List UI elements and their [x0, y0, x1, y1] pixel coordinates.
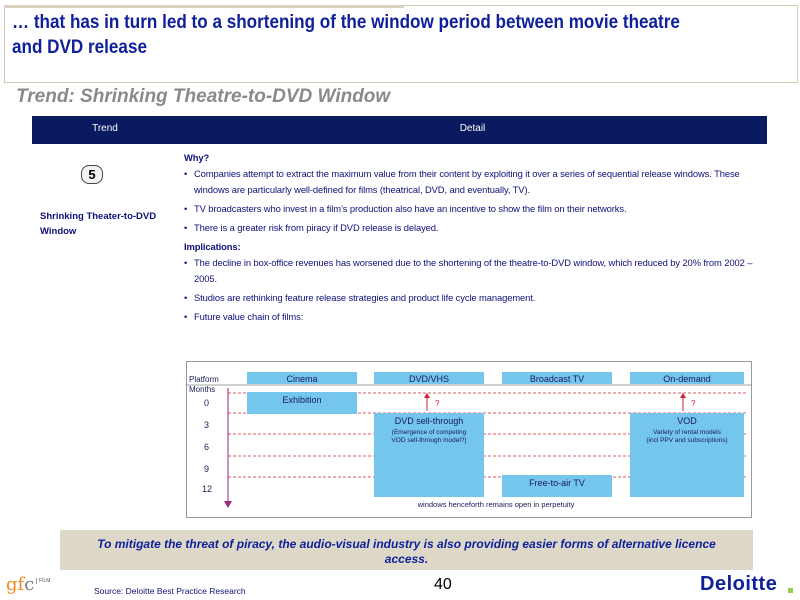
- platform-label: Platform: [189, 375, 219, 384]
- platform-broadcast-label: Broadcast TV: [529, 374, 585, 384]
- why-heading: Why?: [184, 152, 210, 163]
- bullet-item: • Studios are rethinking feature release strategies and product life cycle management.: [184, 290, 764, 306]
- free-to-air-label: Free-to-air TV: [529, 478, 585, 488]
- implications-bullet-list: [184, 255, 764, 325]
- why-bullet-list: [184, 166, 764, 236]
- platform-on-demand-label: On-demand: [663, 374, 711, 384]
- column-header-trend: Trend: [92, 123, 118, 134]
- month-label-12: 12: [202, 484, 213, 494]
- table-header: [32, 116, 767, 144]
- dvd-note-line1: (Emergence of competing: [391, 429, 467, 436]
- vod-question-mark: ?: [691, 399, 696, 408]
- title-accent-bar: [4, 5, 404, 8]
- column-header-detail: Detail: [459, 123, 486, 134]
- page-number: 40: [434, 576, 452, 593]
- gfc-logo: gfc: [6, 574, 35, 595]
- mitigation-note: To mitigate the threat of piracy, the audio-visual industry is also providing easier forms of alternative licence access.: [60, 530, 753, 570]
- page-title: … that has in turn led to a shortening of the window period between movie theatre and DVD release: [12, 12, 680, 58]
- month-label-6: 6: [204, 442, 210, 452]
- trend-detail: [184, 150, 764, 328]
- vod-note-line1: Variety of rental models: [653, 429, 721, 436]
- dvd-question-mark: ?: [435, 399, 440, 408]
- months-label: Months: [189, 385, 216, 394]
- vod-note-line2: (incl PPV and subscriptions): [646, 437, 728, 444]
- perpetuity-note: windows henceforth remains open in perpetuity: [417, 500, 575, 509]
- implications-heading: Implications:: [184, 241, 241, 252]
- deloitte-logo: Deloitte: [700, 573, 778, 595]
- vod-label: VOD: [677, 416, 697, 426]
- month-label-0: 0: [204, 398, 210, 408]
- exhibition-label: Exhibition: [282, 395, 322, 405]
- deloitte-logo-dot: [788, 588, 793, 593]
- month-label-9: 9: [204, 464, 210, 474]
- platform-cinema-label: Cinema: [286, 374, 318, 384]
- dvd-sell-through-label: DVD sell-through: [394, 416, 464, 426]
- bullet-item: • The decline in box-office revenues has worsened due to the shortening of the theatre-to-DVD window, which reduced by 20% from 2002 – 2005.: [184, 255, 764, 287]
- film-logo-label: FILM: [36, 578, 53, 584]
- trend-name: Shrinking Theater-to-DVD Window: [40, 211, 157, 237]
- bullet-item: • TV broadcasters who invest in a film’s production also have an incentive to show the film on their networks.: [184, 201, 764, 217]
- bullet-item: • Future value chain of films:: [184, 309, 764, 325]
- trend-number-badge: 5: [81, 165, 103, 184]
- section-subtitle: Trend: Shrinking Theatre-to-DVD Window: [16, 86, 391, 107]
- bullet-item: • There is a greater risk from piracy if DVD release is delayed.: [184, 220, 764, 236]
- source-note: Source: Deloitte Best Practice Research: [94, 586, 246, 596]
- dvd-note-line2: VOD sell-through model?): [391, 437, 467, 444]
- bullet-item: • Companies attempt to extract the maximum value from their content by exploiting it over a series of sequential release windows. These windows are particularly well-defined for films (theatrical, DVD, and eventually, TV).: [184, 166, 764, 198]
- platform-dvd-label: DVD/VHS: [408, 374, 450, 384]
- month-label-3: 3: [204, 420, 210, 430]
- value-chain-diagram: [186, 361, 752, 518]
